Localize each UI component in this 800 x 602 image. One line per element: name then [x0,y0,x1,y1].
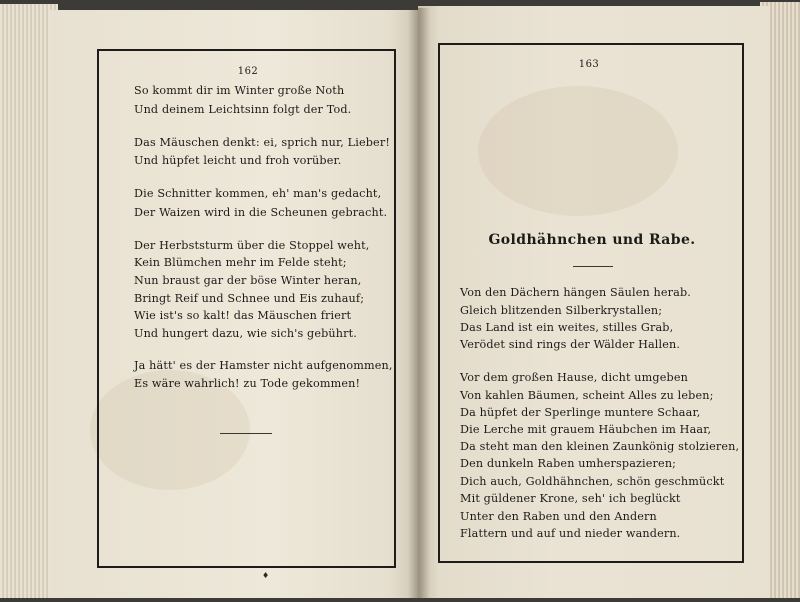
verse-line: Und hüpfet leicht und froh vorüber. [134,154,342,167]
verse-line: Die Lerche mit grauem Häubchen im Haar, [460,423,712,436]
page-number-right: 163 [578,59,600,70]
verse-line: Da hüpfet der Sperlinge muntere Schaar, [460,406,701,419]
verse-line: So kommt dir im Winter große Noth [134,84,345,97]
verse-line: Der Herbststurm über die Stoppel weht, [134,239,370,252]
verse-line: Der Waizen wird in die Scheunen gebracht. [134,206,388,219]
verse-line: Von kahlen Bäumen, scheint Alles zu leben; [460,389,714,402]
verse-line: Bringt Reif und Schnee und Eis zuhauf; [134,292,365,305]
verse-line: Den dunkeln Raben umherspazieren; [460,457,677,470]
verse-line: Das Land ist ein weites, stilles Grab, [460,321,674,334]
verse-line: Flattern und auf und nieder wandern. [460,527,681,540]
verse-line: Das Mäuschen denkt: ei, sprich nur, Lieber! [134,136,390,149]
verse-line: Und deinem Leichtsinn folgt der Tod. [134,103,352,116]
verse-line: Dich auch, Goldhähnchen, schön geschmückt [460,475,725,488]
verse-line: Gleich blitzenden Silberkrystallen; [460,304,663,317]
verse-line: Wie ist's so kalt! das Mäuschen friert [134,309,352,322]
verse-line: Verödet sind rings der Wälder Hallen. [460,338,681,351]
verse-line: Mit güldener Krone, seh' ich beglückt [460,492,681,505]
book-gutter [408,8,430,600]
verse-line: Vor dem großen Hause, dicht umgeben [460,371,688,384]
verse-line: Es wäre wahrlich! zu Tode gekommen! [134,377,361,390]
verse-line: Von den Dächern hängen Säulen herab. [460,286,692,299]
verse-line: Nun braust gar der böse Winter heran, [134,274,362,287]
bottom-mark: ♦ [262,571,270,580]
page-number-left: 162 [237,66,259,77]
title-divider [573,266,613,267]
section-divider [220,433,272,434]
poem-title: Goldhähnchen und Rabe. [488,232,696,248]
verse-line: Da steht man den kleinen Zaunkönig stolzieren, [460,440,740,453]
verse-line: Die Schnitter kommen, eh' man's gedacht, [134,187,382,200]
verse-line: Und hungert dazu, wie sich's gebührt. [134,327,357,340]
verse-line: Unter den Raben und den Andern [460,510,657,523]
verse-line: Ja hätt' es der Hamster nicht aufgenommen, [134,359,393,372]
verse-line: Kein Blümchen mehr im Felde steht; [134,256,347,269]
